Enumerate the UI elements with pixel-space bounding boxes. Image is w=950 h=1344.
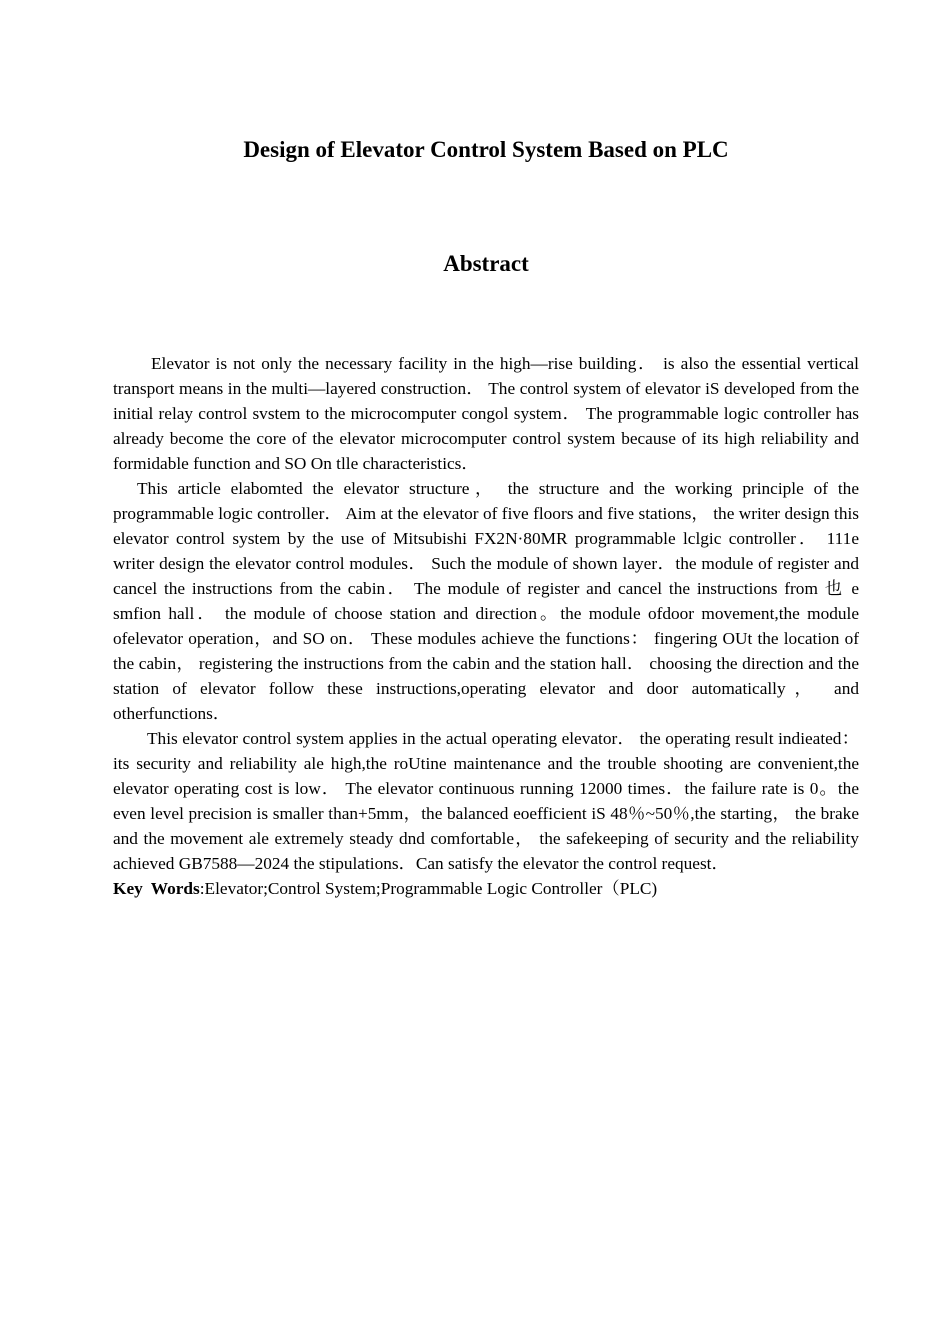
document-title: Design of Elevator Control System Based on PLC xyxy=(243,137,729,162)
keywords-line xyxy=(113,876,859,901)
keywords-label: Key Words xyxy=(113,879,200,898)
keywords-text: :Elevator;Control System;Programmable Logic Controller（PLC) xyxy=(199,879,658,898)
abstract-heading: Abstract xyxy=(443,251,529,276)
abstract-paragraph-3: This elevator control system applies in the actual operating elevator． the operating result indieated：its security and reliability ale high,the roUtine maintenance and the trouble shooting are convenient,the elevator operating cost is low． The elevator continuous running 12000 times．the failure rate is 0。the even level precision is smaller than+5mm，the balanced eoefficient iS 48％~50％,the starting， the brake and the movement ale extremely steady dnd comfortable， the safekeeping of security and the reliability achieved GB7588—2024 the stipulations．Can satisfy the elevator the control request． xyxy=(113,729,859,873)
abstract-paragraph-1: Elevator is not only the necessary facility in the high—rise building． is also the essential vertical transport means in the multi—layered construction． The control system of elevator iS developed from the initial relay control svstem to the microcomputer congol system． The programmable logic controller has already become the core of the elevator microcomputer control system because of its high reliability and formidable function and SO On tlle characteristics． xyxy=(113,354,859,473)
abstract-body xyxy=(113,351,859,901)
abstract-paragraph-2: This article elabomted the elevator structure， the structure and the working principle of the programmable logic controller． Aim at the elevator of five floors and five stations， the writer design this elevator control system by the use of Mitsubishi FX2N·80MR programmable lclgic controller． 111e writer design the elevator control modules． Such the module of shown layer．the module of register and cancel the instructions from the cabin． The module of register and cancel the instructions from 也 e smfion hall． the module of choose station and direction。the module ofdoor movement,the module ofelevator operation，and SO on． These modules achieve the functions： fingering OUt the location of the cabin， registering the instructions from the cabin and the station hall． choosing the direction and the station of elevator follow these instructions,operating elevator and door automatically， and otherfunctions． xyxy=(113,479,859,723)
